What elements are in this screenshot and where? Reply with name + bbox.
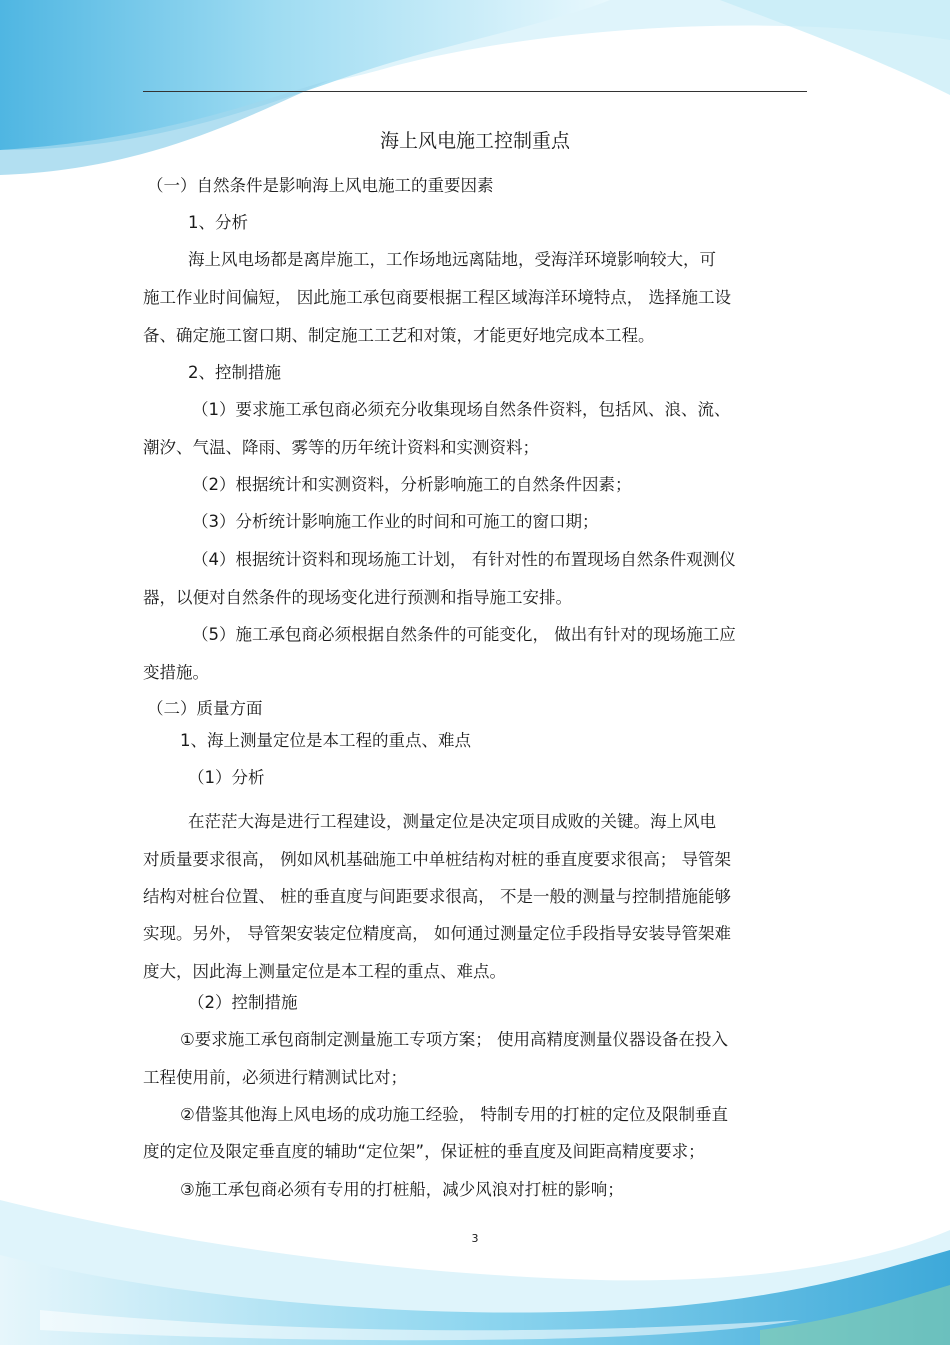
list-item-line: （3）分析统计影响施工作业的时间和可施工的窗口期； bbox=[192, 512, 599, 531]
page-number: 3 bbox=[471, 1232, 479, 1245]
paragraph-line: 备、确定施工窗口期、制定施工工艺和对策，才能更好地完成本工程。 bbox=[143, 326, 655, 345]
subheading-control-measures: （2）控制措施 bbox=[188, 993, 298, 1012]
paragraph-line: 结构对桩台位置、 桩的垂直度与间距要求很高， 不是一般的测量与控制措施能够 bbox=[143, 887, 731, 906]
subheading-analysis: （1）分析 bbox=[188, 768, 265, 787]
list-item-line: 潮汐、气温、降雨、雾等的历年统计资料和实测资料； bbox=[143, 438, 539, 457]
list-item-line: （4）根据统计资料和现场施工计划， 有针对性的布置现场自然条件观测仪 bbox=[192, 550, 736, 569]
list-item-line: 变措施。 bbox=[143, 663, 209, 682]
paragraph-line: 海上风电场都是离岸施工，工作场地远离陆地，受海洋环境影响较大，可 bbox=[188, 250, 716, 269]
document-title: 海上风电施工控制重点 bbox=[379, 130, 570, 152]
section-heading-natural-conditions: （一）自然条件是影响海上风电施工的重要因素 bbox=[147, 176, 494, 195]
subheading-analysis: 1、分析 bbox=[188, 213, 248, 232]
list-item-line: ①要求施工承包商制定测量施工专项方案； 使用高精度测量仪器设备在投入 bbox=[180, 1030, 729, 1049]
list-item-line: （5）施工承包商必须根据自然条件的可能变化， 做出有针对的现场施工应 bbox=[192, 625, 736, 644]
paragraph-line: 对质量要求很高， 例如风机基础施工中单桩结构对桩的垂直度要求很高； 导管架 bbox=[143, 850, 731, 869]
subheading-control-measures: 2、控制措施 bbox=[188, 363, 281, 382]
paragraph-line: 施工作业时间偏短， 因此施工承包商要根据工程区域海洋环境特点， 选择施工设 bbox=[143, 288, 731, 307]
list-item-line: 器，以便对自然条件的现场变化进行预测和指导施工安排。 bbox=[143, 588, 572, 607]
list-item-line: 度的定位及限定垂直度的辅助“定位架”，保证桩的垂直度及间距高精度要求； bbox=[143, 1142, 705, 1161]
list-item-line: （1）要求施工承包商必须充分收集现场自然条件资料，包括风、浪、流、 bbox=[192, 400, 731, 419]
list-item-line: ②借鉴其他海上风电场的成功施工经验， 特制专用的打桩的定位及限制垂直 bbox=[180, 1105, 729, 1124]
paragraph-line: 度大，因此海上测量定位是本工程的重点、难点。 bbox=[143, 962, 506, 981]
section-heading-quality: （二）质量方面 bbox=[147, 699, 263, 718]
paragraph-line: 在茫茫大海是进行工程建设，测量定位是决定项目成败的关键。海上风电 bbox=[188, 812, 716, 831]
subheading-survey-positioning: 1、海上测量定位是本工程的重点、难点 bbox=[180, 731, 471, 750]
list-item-line: 工程使用前，必须进行精测试比对； bbox=[143, 1068, 407, 1087]
list-item-line: ③施工承包商必须有专用的打桩船，减少风浪对打桩的影响； bbox=[180, 1180, 624, 1199]
paragraph-line: 实现。另外， 导管架安装定位精度高， 如何通过测量定位手段指导安装导管架难 bbox=[143, 924, 731, 943]
list-item-line: （2）根据统计和实测资料，分析影响施工的自然条件因素； bbox=[192, 475, 632, 494]
